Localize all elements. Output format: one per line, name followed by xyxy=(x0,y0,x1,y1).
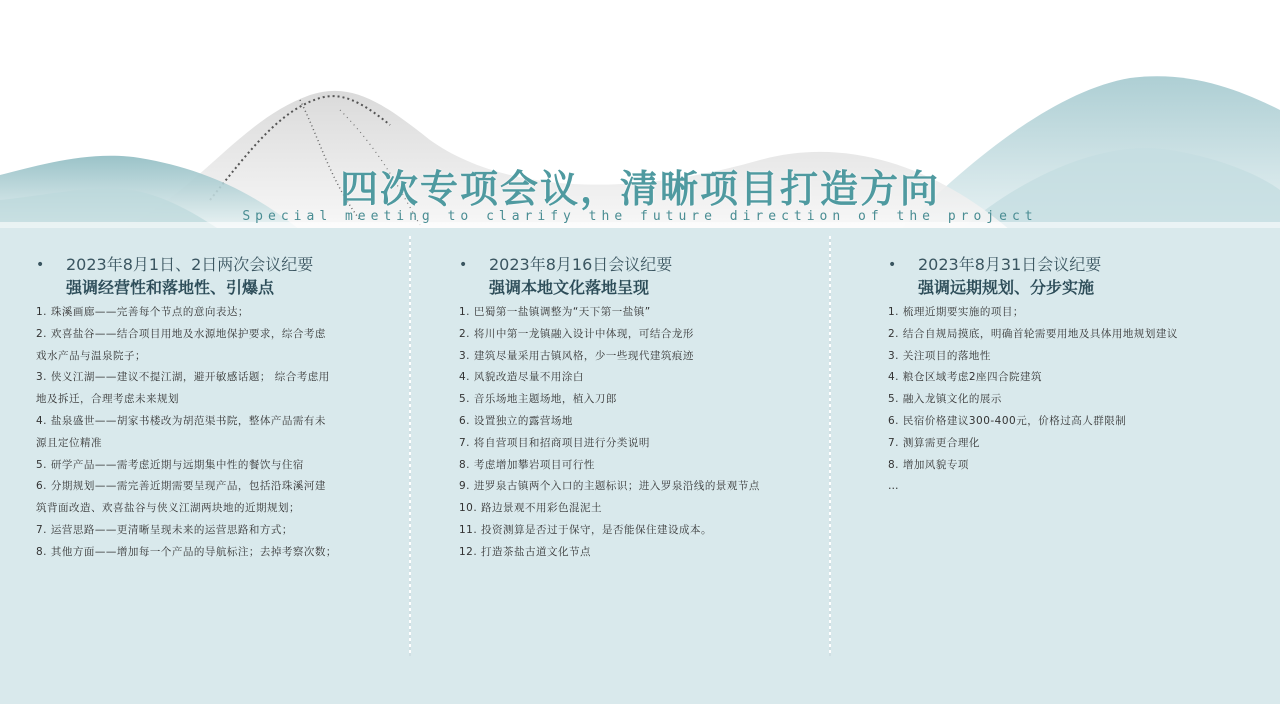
list-item: 戏水产品与温泉院子； xyxy=(36,349,146,362)
list-item: 4. 风貌改造尽量不用涂白 xyxy=(459,371,584,384)
list-item: 1. 巴蜀第一盐镇调整为“天下第一盐镇” xyxy=(459,306,651,318)
column-emphasis: 强调远期规划、分步实施 xyxy=(918,278,1095,297)
list-item: 7. 运营思路——更清晰呈现未来的运营思路和方式； xyxy=(36,523,293,536)
list-item: 3. 建筑尽量采用古镇风格，少一些现代建筑痕迹 xyxy=(459,349,694,362)
list-item: 8. 考虑增加攀岩项目可行性 xyxy=(459,458,595,471)
list-item: 7. 将自营项目和招商项目进行分类说明 xyxy=(459,436,650,449)
list-item: 6. 设置独立的露营场地 xyxy=(459,414,573,427)
list-item: 8. 增加风貌专项 xyxy=(888,458,969,471)
list-item: 6. 民宿价格建议300-400元，价格过高人群限制 xyxy=(888,414,1127,427)
date-heading: 2023年8月16日会议纪要 xyxy=(489,255,673,274)
column-emphasis: 强调经营性和落地性、引爆点 xyxy=(66,278,275,297)
list-item: 3. 侠义江湖——建议不提江湖，避开敏感话题； 综合考虑用 xyxy=(36,371,330,384)
list-item: 2. 结合自规局摸底，明确首轮需要用地及具体用地规划建议 xyxy=(888,327,1178,340)
list-item: 5. 研学产品——需考虑近期与远期集中性的餐饮与住宿 xyxy=(36,458,304,471)
meeting-column-aug-16 xyxy=(459,254,809,564)
column-emphasis: 强调本地文化落地呈现 xyxy=(489,278,650,297)
bullet-icon: • xyxy=(888,257,897,273)
bullet-icon: • xyxy=(459,257,468,273)
list-item: 5. 融入龙镇文化的展示 xyxy=(888,393,1002,406)
list-item: 筑背面改造、欢喜盐谷与侠义江湖两块地的近期规划； xyxy=(36,502,300,515)
list-item: 5. 音乐场地主题场地，植入刀郎 xyxy=(459,393,617,406)
column-heading xyxy=(459,254,809,276)
meeting-column-aug-1-2 xyxy=(36,254,376,564)
list-item: 7. 测算需更合理化 xyxy=(888,436,980,449)
date-heading: 2023年8月31日会议纪要 xyxy=(918,255,1102,274)
item-list xyxy=(888,302,1248,498)
column-divider xyxy=(409,236,411,656)
list-item: 11. 投资测算是否过于保守，是否能保住建设成本。 xyxy=(459,523,713,536)
list-item: 10. 路边景观不用彩色混泥土 xyxy=(459,502,603,515)
bullet-icon: • xyxy=(36,257,45,273)
page-subtitle: Special meeting to clarify the future direction of the project xyxy=(242,209,1038,224)
column-heading xyxy=(36,254,376,276)
list-item: 2. 将川中第一龙镇融入设计中体现，可结合龙形 xyxy=(459,327,694,340)
meeting-column-aug-31 xyxy=(888,254,1248,498)
list-item: 4. 盐泉盛世——胡家书楼改为胡范渠书院，整体产品需有未 xyxy=(36,414,326,427)
list-item: 4. 粮仓区域考虑2座四合院建筑 xyxy=(888,371,1043,384)
item-list xyxy=(459,302,809,564)
list-item: 3. 关注项目的落地性 xyxy=(888,349,991,362)
list-item: 12. 打造茶盐古道文化节点 xyxy=(459,545,592,558)
list-item: 6. 分期规划——需完善近期需要呈现产品，包括沿珠溪河建 xyxy=(36,480,326,493)
list-item: 源且定位精准 xyxy=(36,436,102,449)
list-item: 地及拆迁，合理考虑未来规划 xyxy=(36,393,179,406)
list-item: 9. 进罗泉古镇两个入口的主题标识；进入罗泉沿线的景观节点 xyxy=(459,480,760,493)
list-item: 1. 梳理近期要实施的项目； xyxy=(888,306,1024,318)
page-title: 四次专项会议，清晰项目打造方向 xyxy=(339,166,940,211)
column-divider xyxy=(829,236,831,656)
list-item: 1. 珠溪画廊——完善每个节点的意向表达； xyxy=(36,306,249,318)
date-heading: 2023年8月1日、2日两次会议纪要 xyxy=(66,255,314,274)
list-item: 2. 欢喜盐谷——结合项目用地及水源地保护要求，综合考虑 xyxy=(36,327,326,340)
list-item: 8. 其他方面——增加每一个产品的导航标注；去掉考察次数； xyxy=(36,545,337,558)
column-heading xyxy=(888,254,1248,276)
item-list xyxy=(36,302,376,564)
list-item: … xyxy=(888,480,899,493)
